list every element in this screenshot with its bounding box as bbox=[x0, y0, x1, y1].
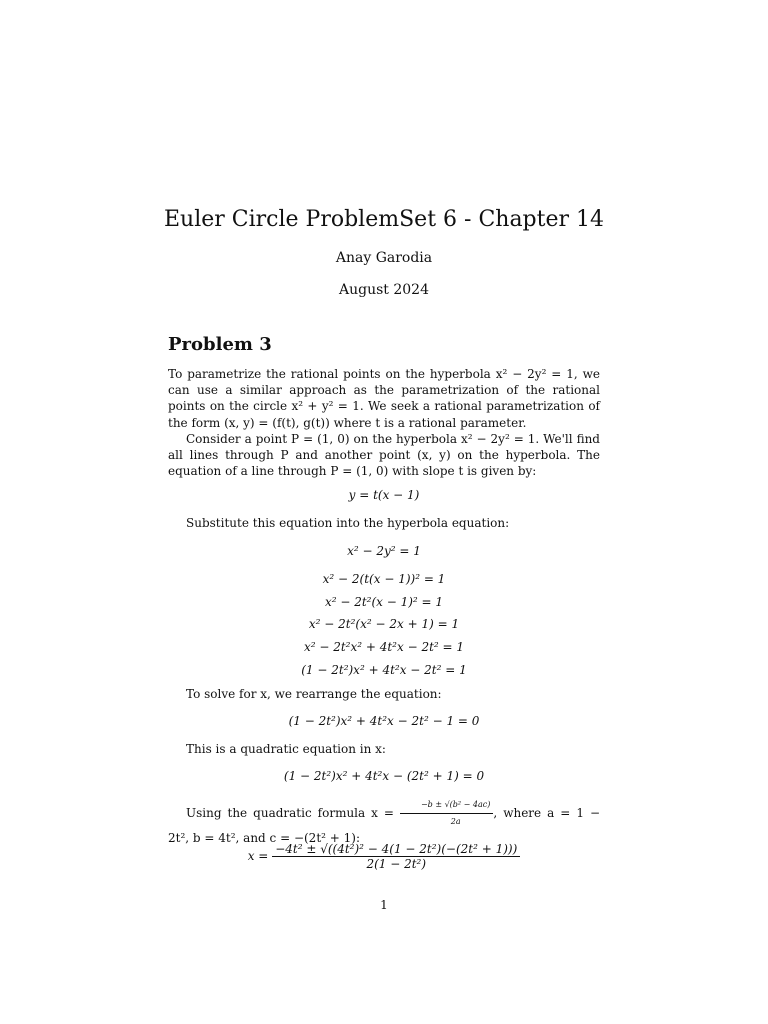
paragraph-qf-suffix: , where a = 1 − 2t², b = 4t², and c = −(2t² + 1): bbox=[168, 806, 600, 846]
final-lhs: x = bbox=[247, 849, 269, 863]
equation-hyperbola: x² − 2y² = 1 bbox=[347, 544, 421, 558]
paragraph-quadratic-formula bbox=[168, 797, 600, 847]
equation-sub-4: x² − 2t²x² + 4t²x − 2t² = 1 bbox=[303, 640, 465, 654]
equation-sub-1: x² − 2(t(x − 1))² = 1 bbox=[322, 572, 446, 586]
equation-sub-5: (1 − 2t²)x² + 4t²x − 2t² = 1 bbox=[301, 663, 467, 677]
equation-quadratic: (1 − 2t²)x² + 4t²x − (2t² + 1) = 0 bbox=[283, 769, 485, 783]
final-numerator: −4t² ± √((4t²)² − 4(1 − 2t²)(−(2t² + 1))) bbox=[272, 842, 520, 857]
final-denominator: 2(1 − 2t²) bbox=[366, 857, 427, 871]
equation-final bbox=[168, 842, 600, 871]
date: August 2024 bbox=[339, 282, 429, 298]
paragraph-point-p: Consider a point P = (1, 0) on the hyperbola x² − 2y² = 1. We'll find all lines through P and another point (x, y) on the hyperbola. The equation of a line through P = (1, 0) with slope t is given by: bbox=[168, 432, 600, 479]
paragraph-intro: To parametrize the rational points on the hyperbola x² − 2y² = 1, we can use a similar approach as the parametrization of the rational points on the circle x² + y² = 1. We seek a rational parametrization of the form (x, y) = (f(t), g(t)) where t is a rational parameter. bbox=[168, 367, 600, 430]
paragraph-quadratic: This is a quadratic equation in x: bbox=[186, 742, 386, 756]
qf-denominator: 2a bbox=[450, 817, 461, 827]
final-fraction bbox=[272, 842, 520, 871]
paper-title: Euler Circle ProblemSet 6 - Chapter 14 bbox=[163, 207, 605, 232]
quadratic-formula-fraction bbox=[400, 797, 493, 830]
qf-numerator: −b ± √(b² − 4ac) bbox=[400, 797, 493, 814]
page-number: 1 bbox=[380, 898, 388, 912]
paragraph-qf-prefix: Using the quadratic formula x = bbox=[186, 806, 400, 821]
paragraph-substitute: Substitute this equation into the hyperbola equation: bbox=[186, 516, 510, 530]
equation-sub-2: x² − 2t²(x − 1)² = 1 bbox=[324, 595, 444, 609]
section-heading: Problem 3 bbox=[168, 334, 272, 355]
equation-rearranged: (1 − 2t²)x² + 4t²x − 2t² − 1 = 0 bbox=[288, 714, 480, 728]
paragraph-rearrange: To solve for x, we rearrange the equation: bbox=[186, 687, 442, 701]
equation-line: y = t(x − 1) bbox=[348, 488, 420, 502]
author: Anay Garodia bbox=[335, 250, 433, 266]
equation-sub-3: x² − 2t²(x² − 2x + 1) = 1 bbox=[308, 617, 460, 631]
